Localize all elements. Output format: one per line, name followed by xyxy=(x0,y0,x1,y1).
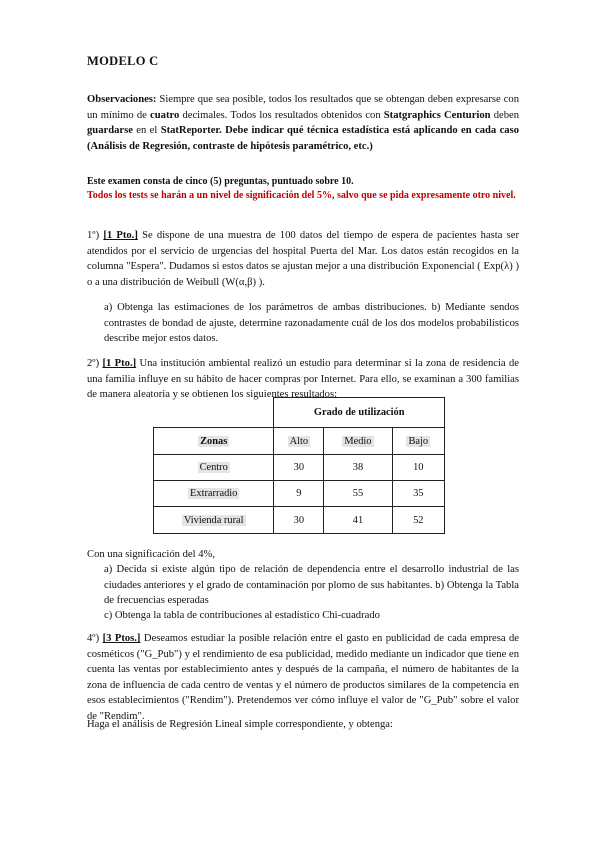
value-cell: 52 xyxy=(392,507,444,534)
value-cell: 35 xyxy=(392,481,444,507)
value-cell: 30 xyxy=(274,507,324,534)
table-row xyxy=(154,455,445,481)
value-cell: 9 xyxy=(274,481,324,507)
column-header: Bajo xyxy=(392,428,444,455)
question-3-ab: a) Decida si existe algún tipo de relación de dependencia entre el desarrollo industrial de las ciudades anteriores y el grado de contaminación por plomo de sus habitantes. b) Obtenga la Tabla de frecuencias esperadas xyxy=(104,564,519,606)
question-1-subparts: a) Obtenga las estimaciones de los parámetros de ambas distribuciones. b) Mediante sendos contrastes de bondad de ajuste, determine razonadamente cuál de los dos modelos probabilísticos describe mejor estos datos. xyxy=(104,302,519,344)
value-cell: 41 xyxy=(324,507,392,534)
question-4: 4º) [3 Ptos.] Deseamos estudiar la posible relación entre el gasto en publicidad de cada empresa de cosméticos ("G_Pub") y el rendimiento de esa publicidad, medido mediante un indicador que tiene en cuenta las ventas por establecimiento antes y después de la campaña, el número de habitantes de la zona de influencia de cada centro de ventas y el número de productos similares de la competencia en esos establecimientos ("Rendim"). Pretendemos ver cómo influye el valor de "G_Pub" sobre el valor de "Rendim". xyxy=(87,633,519,722)
value-cell: 10 xyxy=(392,455,444,481)
value-cell: 55 xyxy=(324,481,392,507)
q4-points: [3 Ptos.] xyxy=(102,633,141,644)
document-title: MODELO C xyxy=(87,54,159,68)
significance-note: Todos los tests se harán a un nivel de significación del 5%, salvo que se pida expresamente otro nivel. xyxy=(87,189,516,201)
exam-info: Este examen consta de cinco (5) preguntas, puntuado sobre 10. Todos los tests se harán a un nivel de significación del 5%, salvo que se pida expresamente otro nivel. xyxy=(87,175,519,202)
question-1: 1º) [1 Pto.] Se dispone de una muestra de 100 datos del tiempo de espera de pacientes hasta ser atendidos por el servicio de urgencias del hospital Puerta del Mar. Los datos están recogidos en la columna "Espera". Dudamos si estos datos se ajustan mejor a una distribución Exponencial ( Exp(λ) ) o a una distribución de Weibull (W(α,β) ). xyxy=(87,230,520,288)
value-cell: 30 xyxy=(274,455,324,481)
zone-cell: Vivienda rural xyxy=(154,507,274,534)
group-header: Grado de utilización xyxy=(274,398,445,428)
zone-cell: Centro xyxy=(154,455,274,481)
question-4-final: Haga el análisis de Regresión Lineal simple correspondiente, y obtenga: xyxy=(87,719,393,730)
question-2: 2º) [1 Pto.] Una institución ambiental realizó un estudio para determinar si la zona de residencia de una familia influye en su hábito de hacer compras por Internet. Para ello, se examinan a 300 familias de manera aleatoria y se obtienen los siguientes resultados: xyxy=(87,358,519,400)
row-header: Zonas xyxy=(154,428,274,455)
observations-label: Observaciones: xyxy=(87,94,157,105)
table-row xyxy=(154,507,445,534)
column-header: Medio xyxy=(324,428,392,455)
zone-cell: Extrarradio xyxy=(154,481,274,507)
column-header: Alto xyxy=(274,428,324,455)
q1-points: [1 Pto.] xyxy=(103,230,138,241)
table-row xyxy=(154,481,445,507)
question-3-c: c) Obtenga la tabla de contribuciones al estadístico Chi-cuadrado xyxy=(104,610,380,621)
question-3-intro: Con una significación del 4%, xyxy=(87,549,215,560)
contingency-table xyxy=(153,397,445,534)
observations-paragraph: Observaciones: Siempre que sea posible, todos los resultados que se obtengan deben expresarse con un mínimo de cuatro decimales. Todos los resultados obtenidos con Statgraphics Centurion deben guardarse en el StatReporter. Debe indicar qué técnica estadística está aplicando en cada caso (Análisis de Regresión, contraste de hipótesis paramétrico, etc.) xyxy=(87,94,520,152)
q2-points: [1 Pto.] xyxy=(102,358,137,369)
value-cell: 38 xyxy=(324,455,392,481)
